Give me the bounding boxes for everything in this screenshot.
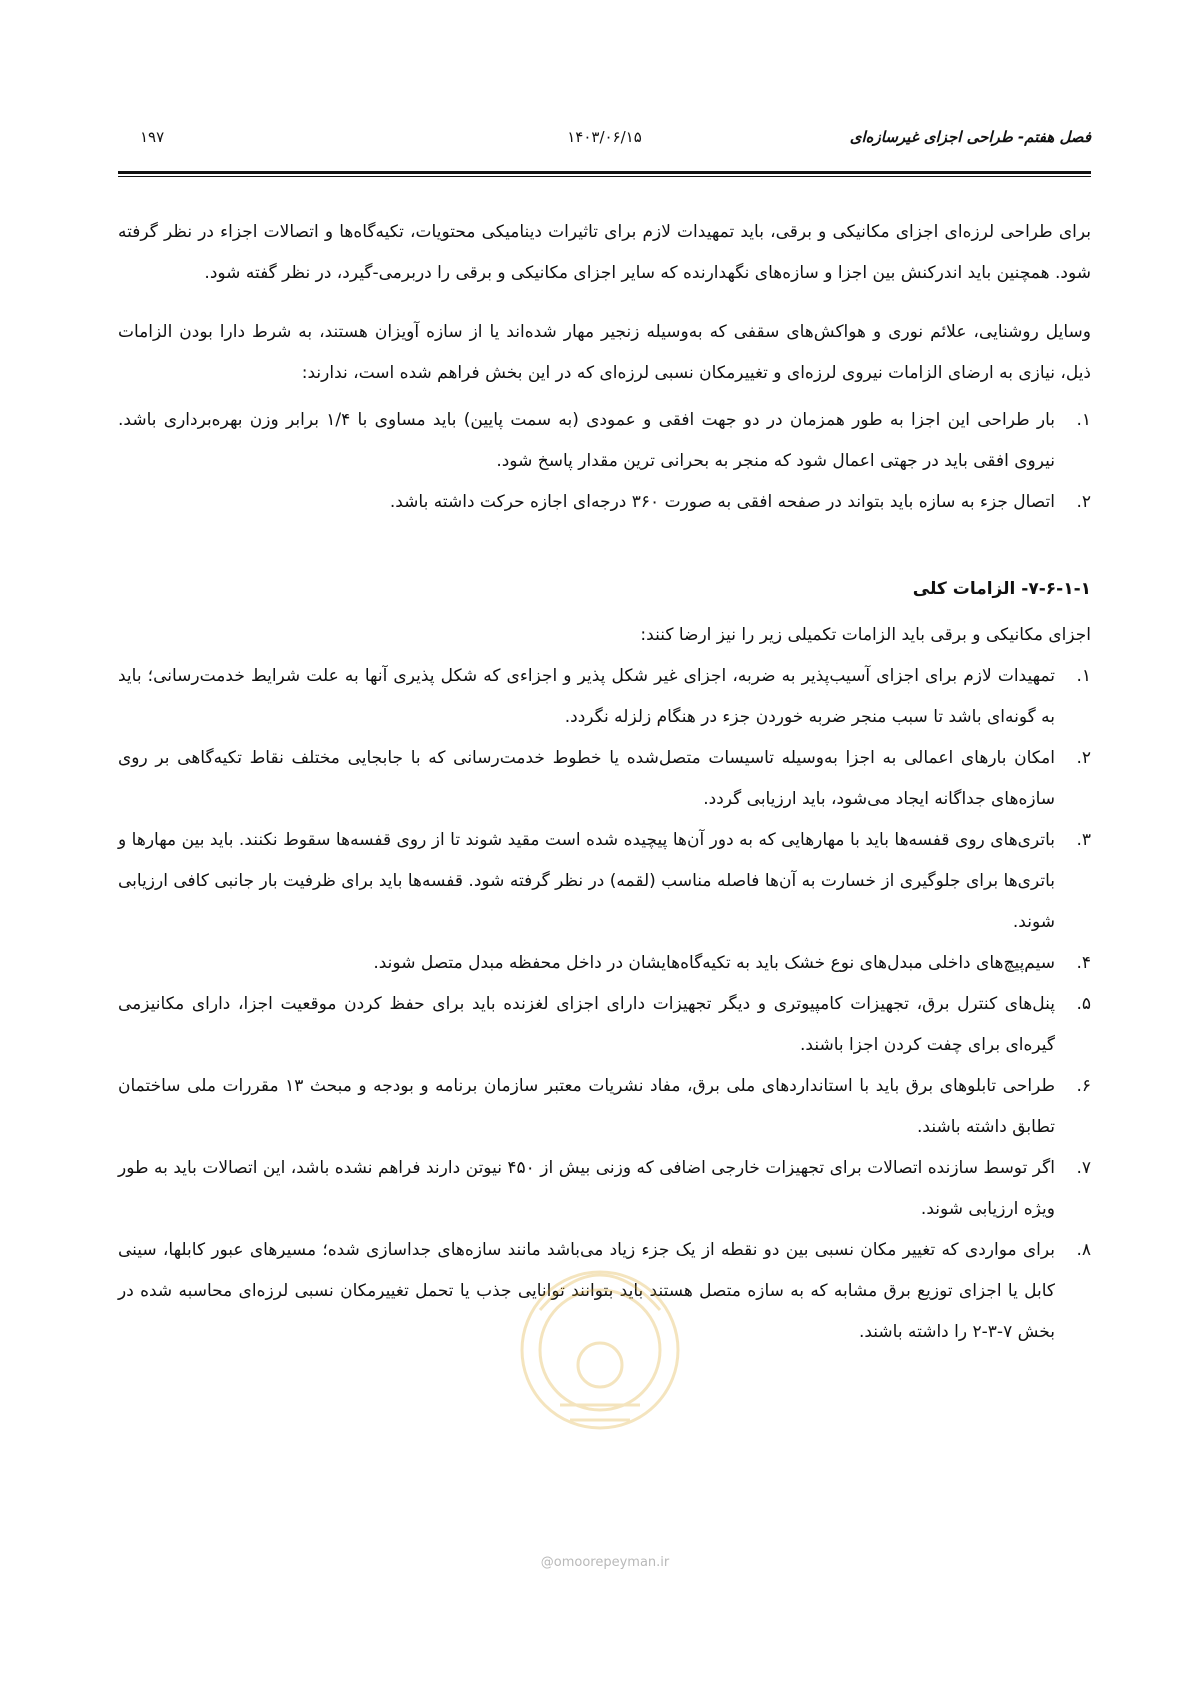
list-text: طراحی تابلوهای برق باید با استانداردهای ملی برق، مفاد نشریات معتبر سازمان برنامه و بودجه و مبحث ۱۳ مقررات ملی ساختمان تطابق داشته باشند. [118,1076,1055,1137]
list-text: پنل‌های کنترل برق، تجهیزات کامپیوتری و دیگر تجهیزات دارای اجزای لغزنده باید برای حفظ کردن موقعیت اجزا، دارای مکانیزمی گیره‌ای برای چفت کردن اجزا باشند. [118,994,1055,1055]
list-text: تمهیدات لازم برای اجزای آسیب‌پذیر به ضربه، اجزای غیر شکل پذیر و اجزاءی که شکل پذیری آنها به علت شرایط خدمت‌رسانی؛ باید به گونه‌ای باشد تا سبب منجر ضربه خوردن جزء در هنگام زلزله نگردد. [118,666,1055,727]
list-item [118,984,1091,1066]
list-number: ۱. [1076,410,1091,430]
list-number: ۲. [1076,492,1091,512]
list-item [118,1148,1091,1230]
list-text: اگر توسط سازنده اتصالات برای تجهیزات خارجی اضافی که وزنی بیش از ۴۵۰ نیوتن دارند فراهم نشده باشد، این اتصالات باید به طور ویژه ارزیابی شوند. [118,1158,1055,1219]
page-header [118,128,1091,164]
list-item [118,400,1091,482]
list-item [118,1230,1091,1353]
list-item [118,1066,1091,1148]
header-rule [118,171,1091,174]
list-text: برای مواردی که تغییر مکان نسبی بین دو نقطه از یک جزء زیاد می‌باشد مانند سازه‌های جداسازی شده؛ مسیرهای عبور کابلها، سینی کابل یا اجزای توزیع برق مشابه که به سازه متصل هستند باید بتوانند توانایی جذب یا تحمل تغییرمکان نسبی لرزه‌ای محاسبه شده در بخش ۷-۳-۲ را داشته باشند. [118,1240,1055,1342]
list-text: امکان بارهای اعمالی به اجزا به‌وسیله تاسیسات متصل‌شده یا خطوط خدمت‌رسانی که با جابجایی مختلف نقاط تکیه‌گاهی بر روی سازه‌های جداگانه ایجاد می‌شود، باید ارزیابی گردد. [118,748,1055,809]
list-item [118,943,1091,984]
section-heading: ۷-۶-۱-۱- الزامات کلی [912,579,1091,599]
page-number: ۱۹۷ [140,128,165,146]
list-item [118,820,1091,943]
intro-paragraph-1: برای طراحی لرزه‌ای اجزای مکانیکی و برقی، باید تمهیدات لازم برای تاثیرات دینامیکی محتویات، تکیه‌گاه‌ها و اتصالات اجزاء در نظر گرفته شود. همچنین باید اندرکنش بین اجزا و سازه‌های نگهدارنده که سایر اجزای مکانیکی و برقی را دربرمی-گیرد، در نظر گفته شود. [118,222,1091,283]
list-item [118,738,1091,820]
list-text: سیم‌پیچ‌های داخلی مبدل‌های نوع خشک باید به تکیه‌گاه‌هایشان در داخل محفظه مبدل متصل شوند. [373,953,1055,973]
list-number: ۵. [1076,994,1091,1014]
page-body [118,212,1091,1359]
list-number: ۸. [1076,1240,1091,1260]
header-rule-thin [118,176,1091,177]
conditions-list [118,400,1091,523]
list-number: ۶. [1076,1076,1091,1096]
list-number: ۴. [1076,953,1091,973]
intro-paragraph-2: وسایل روشنایی، علائم نوری و هواکش‌های سقفی که به‌وسیله زنجیر مهار شده‌اند یا از سازه آویزان هستند، به شرط دارا بودن الزامات ذیل، نیازی به ارضای الزامات نیروی لرزه‌ای و تغییرمکان نسبی لرزه‌ای که در این بخش فراهم شده است، ندارند: [118,322,1091,383]
header-date: ۱۴۰۳/۰۶/۱۵ [567,128,642,146]
requirements-list [118,656,1091,1353]
list-number: ۳. [1076,830,1091,850]
list-text: باتری‌های روی قفسه‌ها باید با مهارهایی که به دور آن‌ها پیچیده شده است مقید شوند تا از روی قفسه‌ها سقوط نکنند. باید بین مهارها و باتری‌ها برای جلوگیری از خسارت به آن‌ها فاصله مناسب (لقمه) در نظر گرفته شود. قفسه‌ها باید برای ظرفیت بار جانبی کافی ارزیابی شوند. [118,830,1055,932]
list-item [118,656,1091,738]
chapter-title: فصل هفتم- طراحی اجزای غیرسازه‌ای [849,128,1091,146]
list-text: اتصال جزء به سازه باید بتواند در صفحه افقی به صورت ۳۶۰ درجه‌ای اجازه حرکت داشته باشد. [389,492,1055,512]
section-intro: اجزای مکانیکی و برقی باید الزامات تکمیلی زیر را نیز ارضا کنند: [640,625,1091,645]
list-number: ۱. [1076,666,1091,686]
watermark-text: @omoorepeyman.ir [540,1555,670,1570]
list-number: ۲. [1076,748,1091,768]
list-item [118,482,1091,523]
list-text: بار طراحی این اجزا به طور همزمان در دو جهت افقی و عمودی (به سمت پایین) باید مساوی با ۱/۴ برابر وزن بهره‌برداری باشد. نیروی افقی باید در جهتی اعمال شود که منجر به بحرانی ترین مقدار پاسخ شود. [118,410,1055,471]
list-number: ۷. [1076,1158,1091,1178]
